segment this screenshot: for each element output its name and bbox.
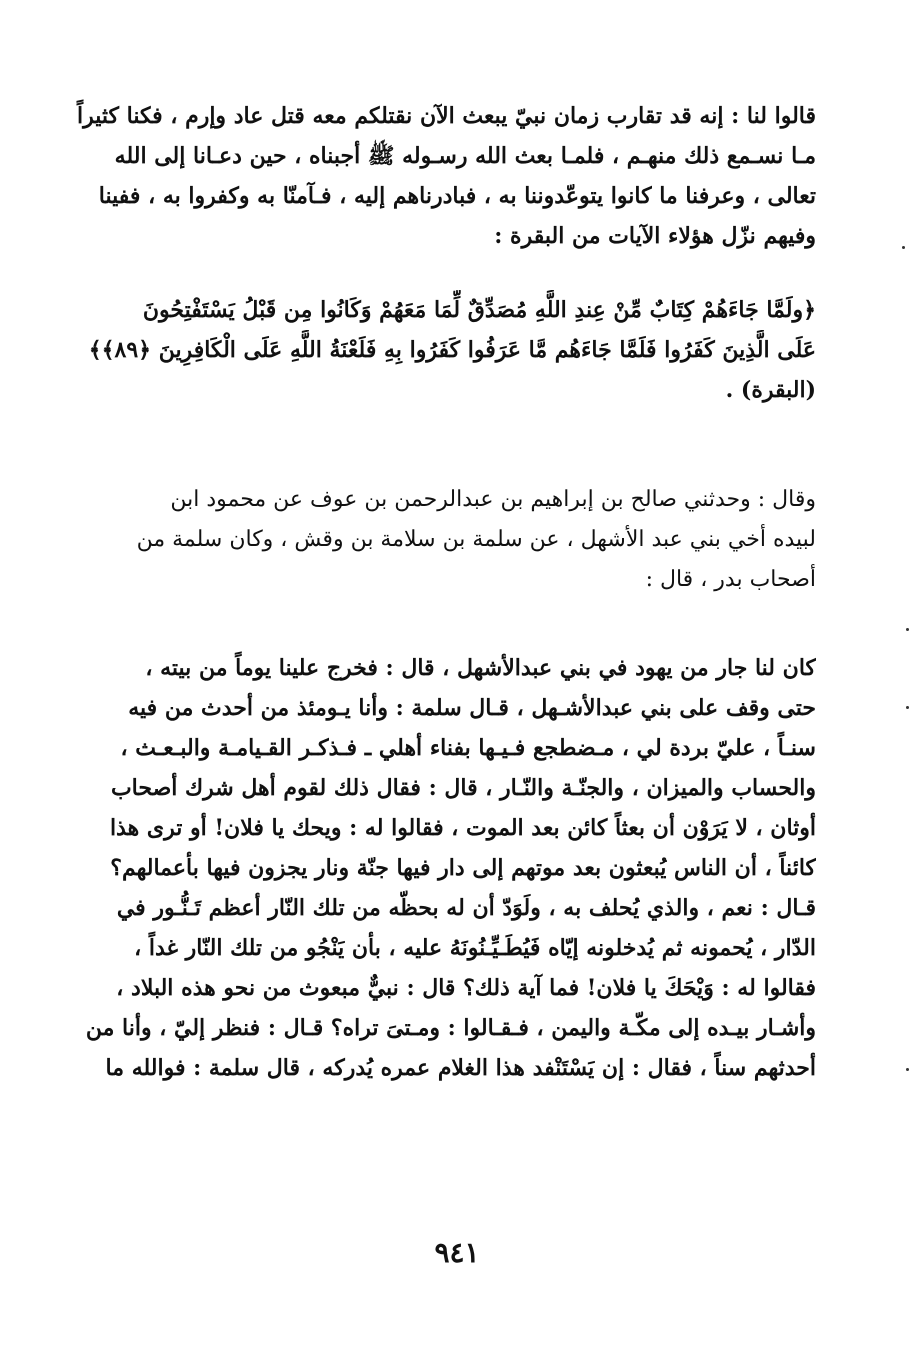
text-line: وقال : وحدثني صالح بن إبراهيم بن عبدالرحمن بن عوف عن محمود ابن [170, 487, 816, 512]
text-line: قالوا لنا : إنه قد تقارب زمان نبيّ يبعث الآن نقتلكم معه قتل عاد وإرم ، فكنا كثيراً [76, 103, 816, 129]
text-line: ﴿ولَمَّا جَاءَهُمْ كِتَابٌ مِّنْ عِندِ اللَّهِ مُصَدِّقٌ لِّمَا مَعَهُمْ وَكَانُوا مِن قَبْلُ يَسْتَفْتِحُونَ [142, 297, 816, 323]
text-line: الدّار ، يُحمونه ثم يُدخلونه إيّاه فَيُطَـيِّـنُونَهُ عليه ، بأن يَنْجُو من تلك النّار غداً ، [134, 935, 816, 961]
text-line: كان لنا جار من يهود في بني عبدالأشهل ، قال : فخرج علينا يوماً من بيته ، [145, 655, 816, 681]
text-line: لبيده أخي بني عبد الأشهل ، عن سلمة بن سلامة بن وقش ، وكان سلمة من [136, 527, 816, 552]
scan-mark [902, 246, 905, 249]
text-line: (البقرة) . [725, 377, 816, 403]
text-line: مـا نسـمع ذلك منهـم ، فلمـا بعث الله رسـوله ﷺ أجبناه ، حين دعـانا إلى الله [114, 143, 816, 169]
text-line: أصحاب بدر ، قال : [645, 567, 816, 592]
text-line: وأشـار بيـده إلى مكّـة واليمن ، فـقـالوا : ومـتىَ تراه؟ قـال : فنظر إليّ ، وأنا من [85, 1015, 816, 1041]
scan-mark [906, 706, 909, 709]
text-line: أوثان ، لا يَرَوْن أن بعثاً كائن بعد الموت ، فقالوا له : ويحك يا فلان! أو ترى هذا [109, 815, 816, 841]
text-line: سنـاً ، عليّ بردة لي ، مـضطجع فـيـها بفناء أهلي ـ فـذكـر القـيامـة والبـعـث ، [120, 735, 816, 761]
text-line: والحساب والميزان ، والجنّـة والنّـار ، قال : فقال ذلك لقوم أهل شرك أصحاب [110, 775, 816, 801]
text-line: أحدثهم سناً ، فقال : إن يَسْتَنْفد هذا الغلام عمره يُدركه ، قال سلمة : فوالله ما [105, 1055, 816, 1081]
text-line: فقالوا له : وَيْحَكَ يا فلان! فما آية ذلك؟ قال : نبيٌّ مبعوث من نحو هذه البلاد ، [116, 975, 816, 1001]
text-line: تعالى ، وعرفنا ما كانوا يتوعّدوننا به ، فبادرناهم إليه ، فـآمنّا به وكفروا به ، ففينا [98, 183, 816, 209]
paragraph-isnad [72, 480, 816, 600]
page-number: ٩٤١ [434, 1236, 480, 1269]
text-line: حتى وقف على بني عبدالأشـهل ، قـال سلمة : وأنا يـومئذ من أحدث من فيه [128, 695, 816, 721]
paragraph-intro [72, 96, 816, 256]
text-line: وفيهم نزّل هؤلاء الآيات من البقرة : [494, 223, 816, 249]
text-line: قـال : نعم ، والذي يُحلف به ، ولَوَدّ أن له بحظّه من تلك النّار أعظم تَـنُّـور في [116, 895, 816, 921]
text-line: كائناً ، أن الناس يُبعثون بعد موتهم إلى دار فيها جنّة ونار يجزون فيها بأعمالهم؟ [110, 855, 816, 881]
scan-mark [906, 1068, 909, 1071]
scan-mark [906, 628, 909, 631]
quran-verse [72, 290, 816, 410]
text-line: عَلَى الَّذِينَ كَفَرُوا فَلَمَّا جَاءَهُم مَّا عَرَفُوا كَفَرُوا بِهِ فَلَعْنَةُ اللَّهِ عَلَى الْكَافِرِينَ ﴿٨٩﴾﴾ [88, 337, 816, 363]
paragraph-narration [72, 648, 816, 1088]
